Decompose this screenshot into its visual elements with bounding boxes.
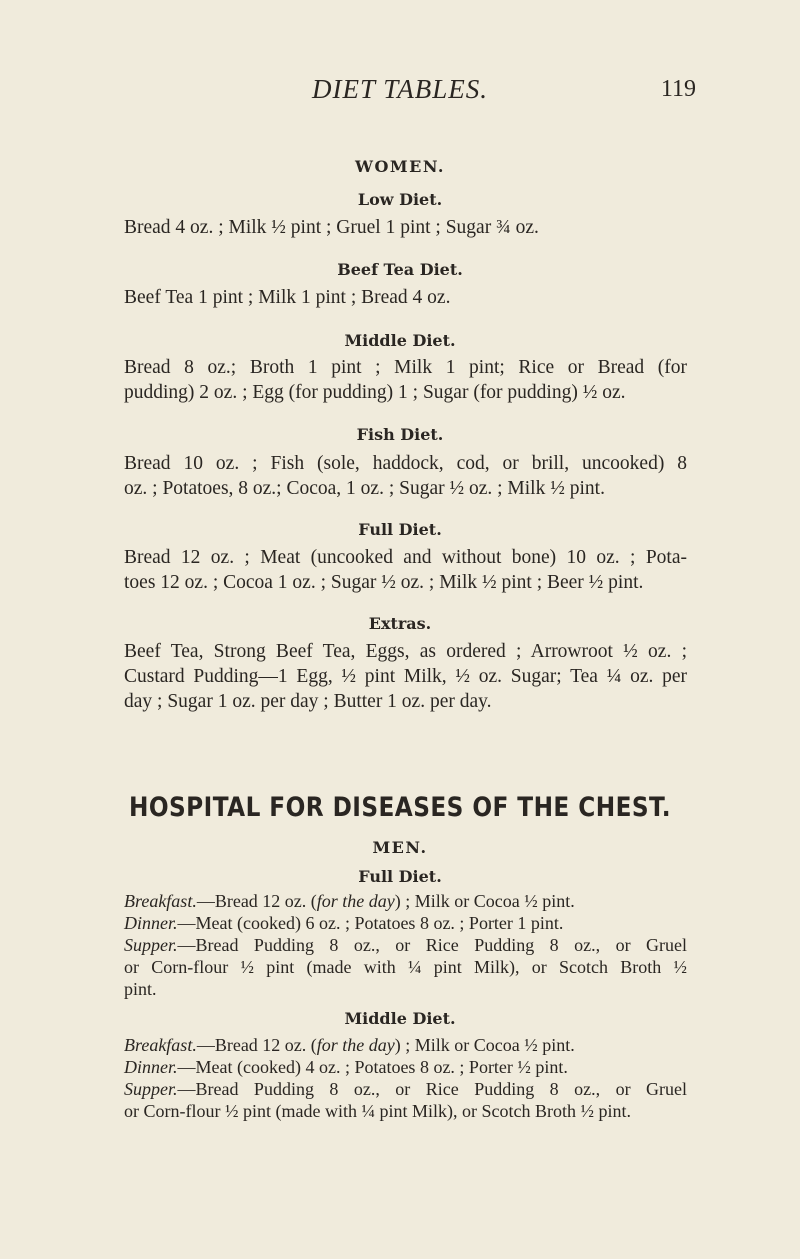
fish-diet-text [124,451,687,501]
supper-label: Supper. [124,935,178,955]
men-full-diet-meals [124,890,687,1000]
dinner-label: Dinner. [124,913,178,933]
middle-diet-heading: Middle Diet. [344,331,456,350]
men-middle-diet-heading: Middle Diet. [344,1009,456,1028]
hospital-title: HOSPITAL FOR DISEASES OF THE CHEST. [128,792,672,823]
text-line: pudding) 2 oz. ; Egg (for pudding) 1 ; Sugar (for pudding) ½ oz. [124,382,626,403]
text-line: day ; Sugar 1 oz. per day ; Butter 1 oz. per day. [124,691,492,712]
page-number: 119 [660,76,696,102]
fish-diet-heading: Fish Diet. [356,425,444,444]
men-heading: MEN. [372,838,428,857]
dinner-label: Dinner. [124,1057,178,1077]
text-line: Bread 4 oz. ; Milk ½ pint ; Gruel 1 pint ; Sugar ¾ oz. [124,217,539,238]
text-line: toes 12 oz. ; Cocoa 1 oz. ; Sugar ½ oz. ; Milk ½ pint ; Beer ½ pint. [124,572,644,593]
breakfast-line: Breakfast.—Bread 12 oz. (for the day) ; Milk or Cocoa ½ pint. [124,1035,575,1055]
text-line: Beef Tea, Strong Beef Tea, Eggs, as ordered ; Arrowroot ½ oz. ; [124,641,687,662]
supper-line: Supper.—Bread Pudding 8 oz., or Rice Pudding 8 oz., or Gruel [124,1079,687,1099]
running-head [0,74,800,114]
men-full-diet-heading: Full Diet. [358,867,442,886]
extras-text [124,639,687,714]
supper-line-cont: or Corn-flour ½ pint (made with ¼ pint Milk), or Scotch Broth ½ [124,957,687,977]
extras-heading: Extras. [368,614,432,633]
beef-tea-diet-heading: Beef Tea Diet. [337,260,463,279]
supper-line-cont: or Corn-flour ½ pint (made with ¼ pint Milk), or Scotch Broth ½ pint. [124,1101,631,1121]
men-middle-diet-meals [124,1034,687,1122]
beef-tea-diet-text [124,285,687,310]
full-diet-heading: Full Diet. [358,520,442,539]
dinner-line: Dinner.—Meat (cooked) 4 oz. ; Potatoes 8 oz. ; Porter ½ pint. [124,1057,568,1077]
text-line: Bread 10 oz. ; Fish (sole, haddock, cod, or brill, uncooked) 8 [124,453,687,474]
breakfast-line: Breakfast.—Bread 12 oz. (for the day) ; Milk or Cocoa ½ pint. [124,891,575,911]
supper-label: Supper. [124,1079,178,1099]
supper-line-cont: pint. [124,979,157,999]
text-line: Bread 8 oz.; Broth 1 pint ; Milk 1 pint; Rice or Bread (for [124,357,687,378]
women-heading: WOMEN. [355,157,445,176]
running-title: DIET TABLES. [311,74,489,104]
dinner-line: Dinner.—Meat (cooked) 6 oz. ; Potatoes 8 oz. ; Porter 1 pint. [124,913,564,933]
text-line: Bread 12 oz. ; Meat (uncooked and without bone) 10 oz. ; Pota- [124,547,687,568]
full-diet-text [124,545,687,595]
low-diet-heading: Low Diet. [357,190,443,209]
supper-line: Supper.—Bread Pudding 8 oz., or Rice Pudding 8 oz., or Gruel [124,935,687,955]
text-line: Custard Pudding—1 Egg, ½ pint Milk, ½ oz. Sugar; Tea ¼ oz. per [124,666,687,687]
low-diet-text [124,215,687,240]
text-line: oz. ; Potatoes, 8 oz.; Cocoa, 1 oz. ; Sugar ½ oz. ; Milk ½ pint. [124,478,605,499]
text-line: Beef Tea 1 pint ; Milk 1 pint ; Bread 4 oz. [124,287,451,308]
breakfast-label: Breakfast. [124,891,197,911]
breakfast-label: Breakfast. [124,1035,197,1055]
middle-diet-text [124,355,687,405]
